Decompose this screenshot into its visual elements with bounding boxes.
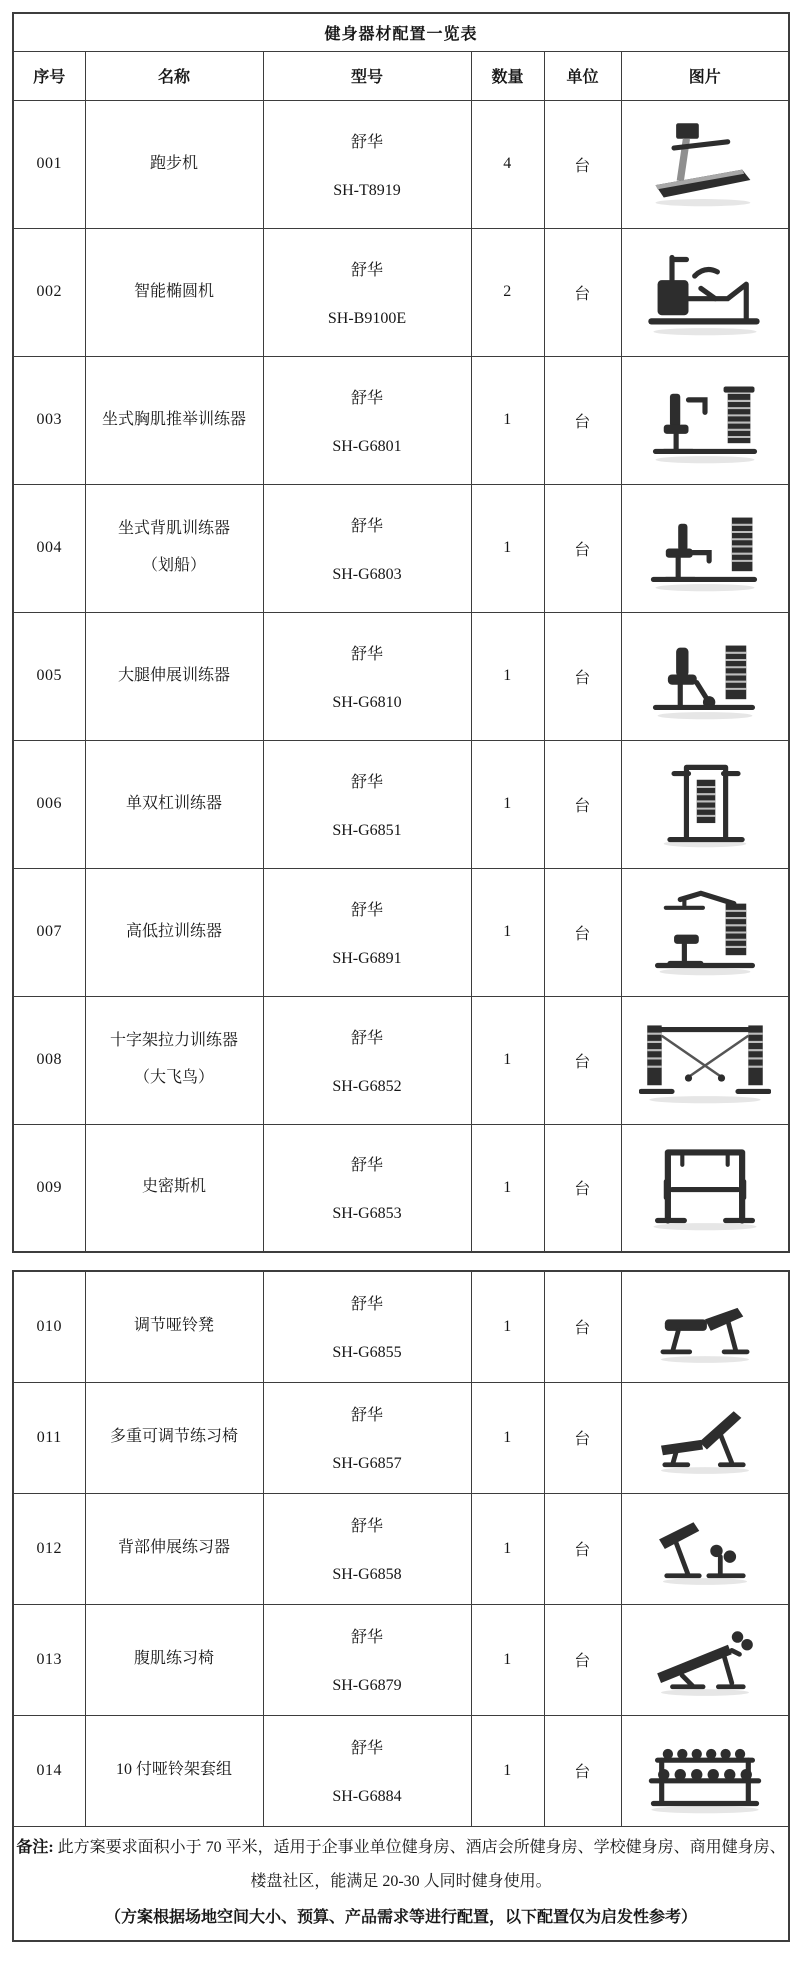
- picture-cell: [621, 228, 789, 356]
- picture-cell: [621, 1604, 789, 1715]
- unit-value: 台: [544, 484, 621, 612]
- ab-bench-image: [624, 1616, 787, 1704]
- dip-station-image: [624, 757, 787, 852]
- unit-value: 台: [544, 868, 621, 996]
- chest-press-image: [624, 373, 787, 468]
- equipment-name: 智能椭圆机: [133, 282, 214, 300]
- brand-name: 舒华: [350, 1740, 383, 1757]
- equipment-name-line2: （大飞鸟）: [133, 1069, 214, 1086]
- column-header-unit: 单位: [544, 51, 621, 100]
- note-parenthetical: （方案根据场地空间大小、预算、产品需求等进行配置，以下配置仅为启发性参考）: [104, 1909, 697, 1927]
- equipment-table-main: [12, 12, 790, 1253]
- brand-name: 舒华: [350, 517, 383, 535]
- equipment-name: 大腿伸展训练器: [117, 666, 230, 684]
- picture-cell: [621, 1493, 789, 1604]
- equipment-row-002: [13, 228, 789, 356]
- serial-number: 014: [13, 1715, 85, 1826]
- equipment-name-cell: [85, 484, 263, 612]
- unit-value: 台: [544, 356, 621, 484]
- equipment-row-011: [13, 1382, 789, 1493]
- serial-number: 010: [13, 1271, 85, 1382]
- quantity-value: 4: [471, 100, 544, 228]
- serial-number: 004: [13, 484, 85, 612]
- quantity-value: 1: [471, 1124, 544, 1252]
- equipment-name: 十字架拉力训练器: [109, 1032, 238, 1050]
- note-row: [13, 1826, 789, 1941]
- brand-name: 舒华: [350, 1407, 383, 1424]
- quantity-value: 1: [471, 1604, 544, 1715]
- unit-value: 台: [544, 740, 621, 868]
- equipment-row-004: [13, 484, 789, 612]
- equipment-name-cell: [85, 100, 263, 228]
- model-number: SH-G6851: [332, 821, 402, 839]
- equipment-name-cell: [85, 228, 263, 356]
- model-number: SH-T8919: [333, 181, 401, 199]
- model-cell: [263, 1493, 471, 1604]
- model-cell: [263, 1271, 471, 1382]
- picture-cell: [621, 1382, 789, 1493]
- brand-name: 舒华: [350, 1157, 383, 1175]
- model-number: SH-G6803: [332, 565, 402, 583]
- brand-name: 舒华: [350, 1518, 383, 1535]
- unit-value: 台: [544, 1715, 621, 1826]
- serial-number: 013: [13, 1604, 85, 1715]
- model-cell: [263, 100, 471, 228]
- model-cell: [263, 1604, 471, 1715]
- equipment-name-cell: [85, 1124, 263, 1252]
- brand-name: 舒华: [350, 1629, 383, 1646]
- quantity-value: 1: [471, 868, 544, 996]
- column-header-quantity: 数量: [471, 51, 544, 100]
- equipment-name-line2: （划船）: [141, 557, 206, 574]
- equipment-name: 调节哑铃凳: [133, 1317, 214, 1335]
- quantity-value: 2: [471, 228, 544, 356]
- column-header-name: 名称: [85, 51, 263, 100]
- title-row: [13, 13, 789, 51]
- brand-name: 舒华: [350, 261, 383, 279]
- equipment-row-010: [13, 1271, 789, 1382]
- brand-name: 舒华: [350, 645, 383, 663]
- model-cell: [263, 612, 471, 740]
- equipment-name: 跑步机: [149, 154, 198, 172]
- equipment-name: 坐式胸肌推举训练器: [101, 410, 246, 428]
- picture-cell: [621, 356, 789, 484]
- model-number: SH-G6891: [332, 949, 402, 967]
- picture-cell: [621, 868, 789, 996]
- model-number: SH-G6852: [332, 1077, 402, 1095]
- model-number: SH-G6853: [332, 1205, 402, 1223]
- equipment-row-009: [13, 1124, 789, 1252]
- serial-number: 002: [13, 228, 85, 356]
- equipment-row-005: [13, 612, 789, 740]
- model-number: SH-G6858: [332, 1566, 402, 1583]
- model-cell: [263, 1124, 471, 1252]
- equipment-name-cell: [85, 868, 263, 996]
- quantity-value: 1: [471, 484, 544, 612]
- equipment-name: 单双杠训练器: [125, 794, 222, 812]
- note-text: 此方案要求面积小于 70 平米，适用于企事业单位健身房、酒店会所健身房、学校健身房、商用健身房、楼盘社区，能满足 20-30 人同时健身使用。: [57, 1838, 786, 1890]
- note-paragraph: [16, 1831, 786, 1900]
- quantity-value: 1: [471, 1493, 544, 1604]
- model-cell: [263, 740, 471, 868]
- cable-crossover-image: [624, 1013, 787, 1108]
- table1-body: [13, 100, 789, 1252]
- serial-number: 006: [13, 740, 85, 868]
- seated-row-image: [624, 501, 787, 596]
- model-cell: [263, 1715, 471, 1826]
- brand-name: 舒华: [350, 389, 383, 407]
- unit-value: 台: [544, 1382, 621, 1493]
- serial-number: 005: [13, 612, 85, 740]
- column-header-model: 型号: [263, 51, 471, 100]
- incline-bench-image: [624, 1394, 787, 1482]
- model-cell: [263, 356, 471, 484]
- unit-value: 台: [544, 228, 621, 356]
- brand-name: 舒华: [350, 1029, 383, 1047]
- back-extension-image: [624, 1505, 787, 1593]
- equipment-name: 坐式背肌训练器: [117, 520, 230, 538]
- page-title: 健身器材配置一览表: [13, 13, 789, 51]
- unit-value: 台: [544, 100, 621, 228]
- treadmill-image: [624, 117, 787, 212]
- column-header-serial: 序号: [13, 51, 85, 100]
- unit-value: 台: [544, 1604, 621, 1715]
- equipment-name-cell: [85, 1493, 263, 1604]
- serial-number: 011: [13, 1382, 85, 1493]
- serial-number: 012: [13, 1493, 85, 1604]
- table-gap: [12, 1253, 788, 1270]
- equipment-name: 多重可调节练习椅: [109, 1428, 238, 1446]
- model-number: SH-G6801: [332, 437, 402, 455]
- equipment-row-001: [13, 100, 789, 228]
- equipment-name: 高低拉训练器: [125, 922, 222, 940]
- equipment-row-008: [13, 996, 789, 1124]
- equipment-table-secondary: [12, 1270, 790, 1942]
- picture-cell: [621, 740, 789, 868]
- dumbbell-rack-image: [624, 1723, 787, 1818]
- elliptical-image: [624, 245, 787, 340]
- picture-cell: [621, 612, 789, 740]
- model-cell: [263, 1382, 471, 1493]
- model-number: SH-G6857: [332, 1455, 402, 1472]
- model-cell: [263, 996, 471, 1124]
- column-header-picture: 图片: [621, 51, 789, 100]
- quantity-value: 1: [471, 996, 544, 1124]
- unit-value: 台: [544, 1493, 621, 1604]
- equipment-name-cell: [85, 996, 263, 1124]
- quantity-value: 1: [471, 740, 544, 868]
- model-cell: [263, 484, 471, 612]
- quantity-value: 1: [471, 1715, 544, 1826]
- smith-machine-image: [624, 1140, 787, 1235]
- quantity-value: 1: [471, 612, 544, 740]
- equipment-name-cell: [85, 740, 263, 868]
- equipment-row-014: [13, 1715, 789, 1826]
- equipment-name-cell: [85, 1382, 263, 1493]
- equipment-name: 腹肌练习椅: [133, 1650, 214, 1668]
- quantity-value: 1: [471, 1382, 544, 1493]
- equipment-row-006: [13, 740, 789, 868]
- quantity-value: 1: [471, 356, 544, 484]
- picture-cell: [621, 996, 789, 1124]
- equipment-row-013: [13, 1604, 789, 1715]
- leg-extension-image: [624, 629, 787, 724]
- model-number: SH-G6879: [332, 1677, 402, 1694]
- equipment-name: 史密斯机: [141, 1178, 206, 1196]
- picture-cell: [621, 1124, 789, 1252]
- serial-number: 007: [13, 868, 85, 996]
- note-cell: [13, 1826, 789, 1941]
- equipment-name-cell: [85, 1271, 263, 1382]
- picture-cell: [621, 484, 789, 612]
- model-number: SH-G6810: [332, 693, 402, 711]
- equipment-row-003: [13, 356, 789, 484]
- brand-name: 舒华: [350, 901, 383, 919]
- model-cell: [263, 228, 471, 356]
- serial-number: 009: [13, 1124, 85, 1252]
- brand-name: 舒华: [350, 133, 383, 151]
- table2-body: [13, 1271, 789, 1826]
- equipment-row-012: [13, 1493, 789, 1604]
- lat-pulldown-image: [624, 885, 787, 980]
- serial-number: 008: [13, 996, 85, 1124]
- serial-number: 001: [13, 100, 85, 228]
- header-row: [13, 51, 789, 100]
- equipment-name: 10 付哑铃架套组: [115, 1761, 232, 1779]
- adjustable-bench-image: [624, 1283, 787, 1371]
- equipment-name: 背部伸展练习器: [117, 1539, 230, 1557]
- quantity-value: 1: [471, 1271, 544, 1382]
- unit-value: 台: [544, 1124, 621, 1252]
- equipment-name-cell: [85, 1715, 263, 1826]
- picture-cell: [621, 100, 789, 228]
- equipment-name-cell: [85, 356, 263, 484]
- serial-number: 003: [13, 356, 85, 484]
- picture-cell: [621, 1271, 789, 1382]
- model-cell: [263, 868, 471, 996]
- equipment-name-cell: [85, 1604, 263, 1715]
- model-number: SH-B9100E: [327, 309, 407, 327]
- picture-cell: [621, 1715, 789, 1826]
- model-number: SH-G6855: [332, 1344, 402, 1362]
- unit-value: 台: [544, 996, 621, 1124]
- equipment-name-cell: [85, 612, 263, 740]
- note-label: 备注:: [16, 1838, 54, 1856]
- model-number: SH-G6884: [332, 1788, 402, 1805]
- unit-value: 台: [544, 1271, 621, 1382]
- brand-name: 舒华: [350, 773, 383, 791]
- equipment-row-007: [13, 868, 789, 996]
- brand-name: 舒华: [350, 1296, 383, 1314]
- unit-value: 台: [544, 612, 621, 740]
